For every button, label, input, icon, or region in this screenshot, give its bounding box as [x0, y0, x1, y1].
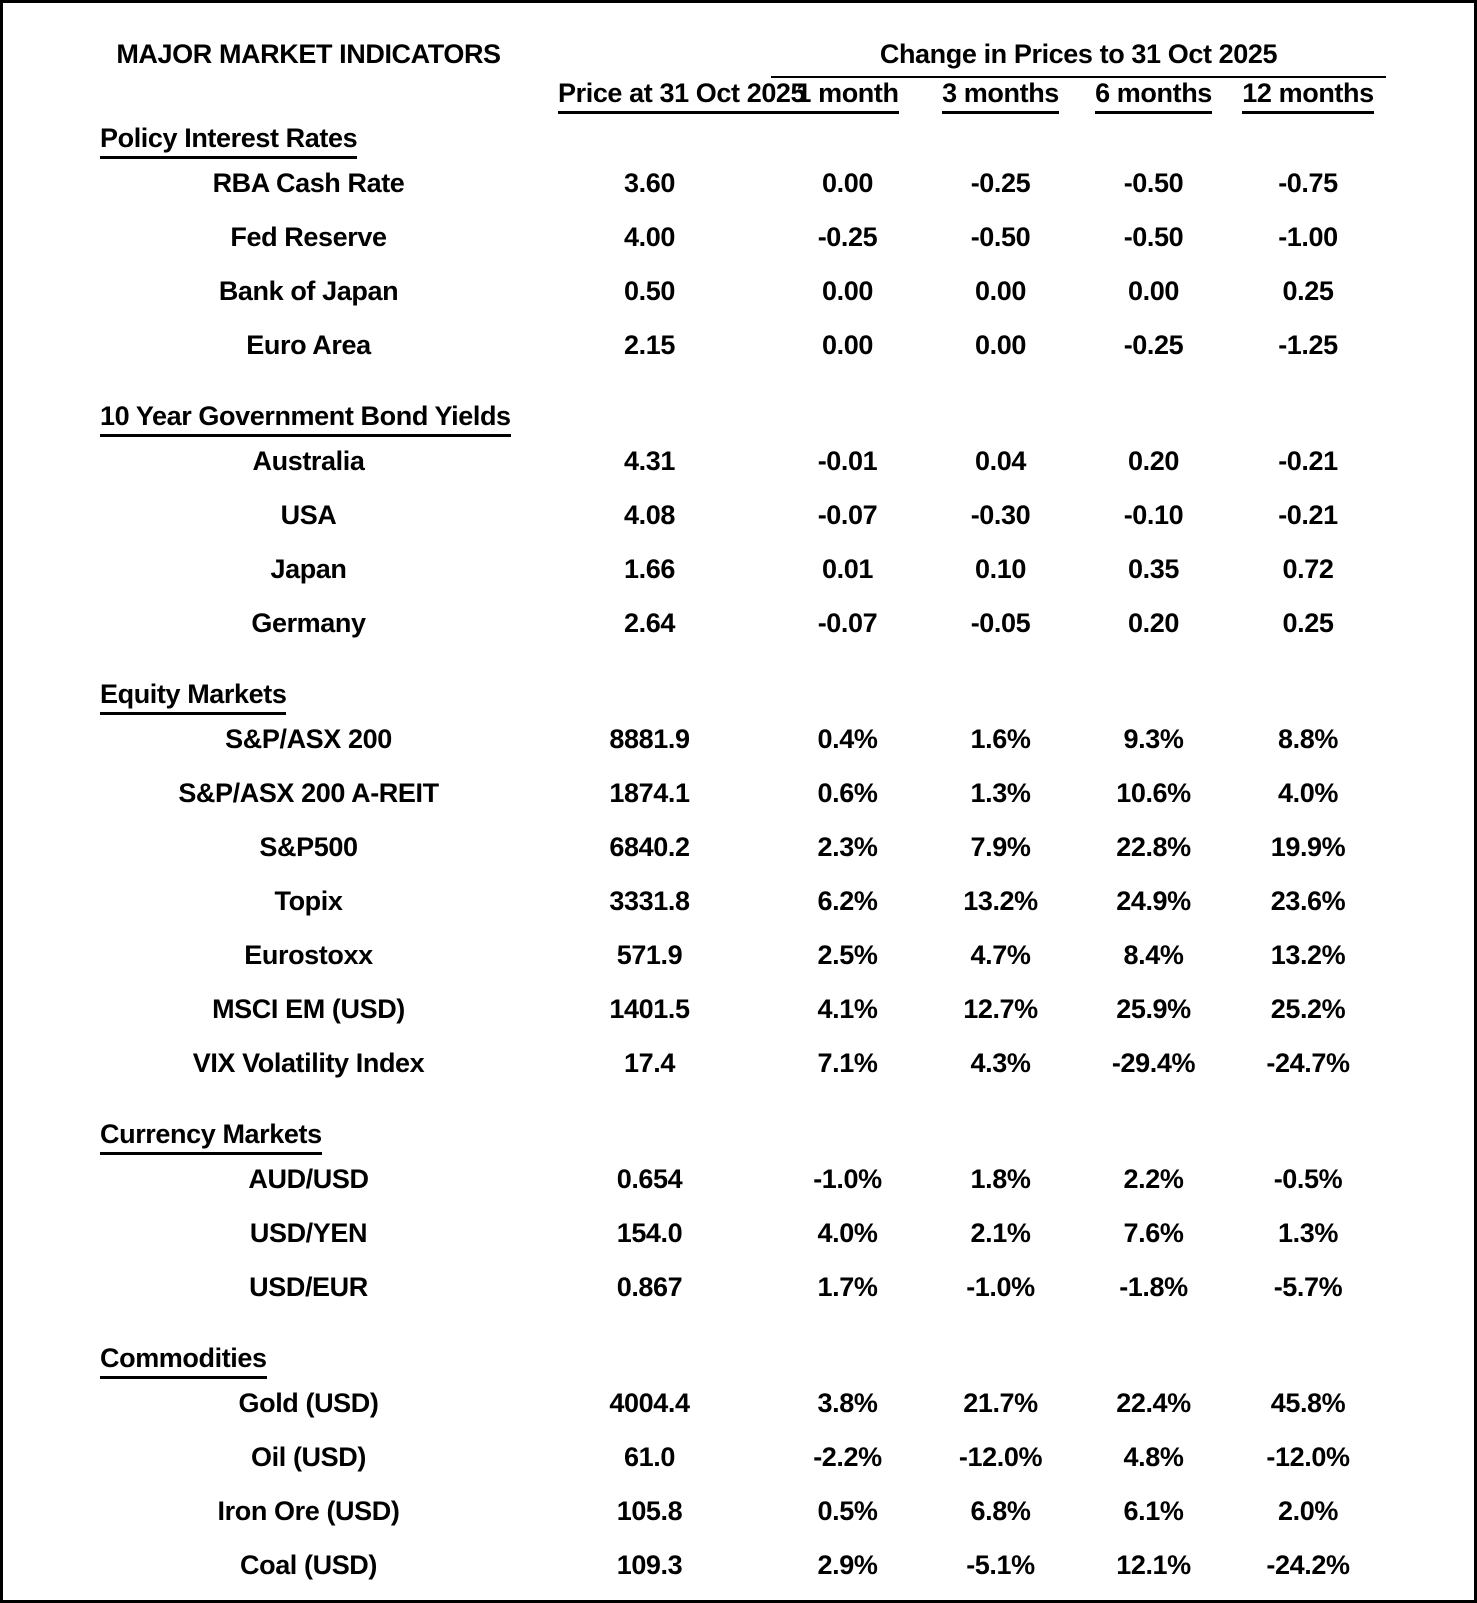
row-label: VIX Volatility Index	[192, 1047, 425, 1078]
change-6-months-cell: 0.00	[1128, 275, 1179, 306]
table-row	[3, 928, 1474, 982]
row-label: Topix	[274, 885, 343, 916]
row-label: Euro Area	[246, 329, 371, 360]
table-section	[3, 679, 1474, 1090]
change-3-months-cell: 12.7%	[963, 993, 1038, 1024]
change-12-months-cell: -1.00	[1278, 221, 1338, 252]
row-label: Oil (USD)	[251, 1441, 366, 1472]
price-cell: 4.08	[624, 499, 675, 530]
change-1-month-cell: 0.6%	[817, 777, 878, 808]
change-3-months-cell: 7.9%	[970, 831, 1031, 862]
change-12-months-cell: 2.0%	[1278, 1495, 1338, 1526]
price-cell: 105.8	[616, 1495, 683, 1526]
row-label: RBA Cash Rate	[212, 167, 405, 198]
change-6-months-cell: -0.50	[1123, 167, 1184, 198]
change-3-months-cell: 4.3%	[970, 1047, 1031, 1078]
column-header-1-month	[771, 78, 924, 114]
table-section	[3, 1343, 1474, 1592]
change-12-months-cell: -1.25	[1278, 329, 1338, 360]
change-12-months-cell: -24.7%	[1266, 1047, 1350, 1078]
section-title-text: Policy Interest Rates	[100, 123, 357, 159]
change-6-months-cell: -0.50	[1123, 221, 1184, 252]
price-cell: 4.31	[624, 445, 675, 476]
price-cell: 4.00	[624, 221, 675, 252]
change-3-months-cell: 0.00	[975, 329, 1026, 360]
table-row	[3, 488, 1474, 542]
change-1-month-cell: 0.00	[822, 167, 873, 198]
section-title	[3, 1343, 1474, 1376]
row-label: S&P500	[259, 831, 358, 862]
change-1-month-cell: 2.9%	[817, 1549, 878, 1580]
column-header-6-months-text: 6 months	[1095, 78, 1212, 114]
table-header-columns	[3, 78, 1474, 112]
change-1-month-cell: -0.25	[817, 221, 878, 252]
row-label: Gold (USD)	[238, 1387, 379, 1418]
table-row	[3, 1430, 1474, 1484]
change-3-months-cell: 1.6%	[970, 723, 1031, 754]
change-12-months-cell: 23.6%	[1270, 885, 1346, 916]
column-header-12-months	[1230, 78, 1386, 114]
change-1-month-cell: 2.3%	[817, 831, 878, 862]
price-cell: 2.15	[624, 329, 675, 360]
change-1-month-cell: -0.01	[817, 445, 878, 476]
row-label: S&P/ASX 200 A-REIT	[178, 777, 439, 808]
table-header-top	[3, 3, 1474, 78]
row-label: AUD/USD	[248, 1163, 369, 1194]
price-cell: 0.867	[616, 1271, 683, 1302]
price-cell: 2.64	[624, 607, 675, 638]
table-row	[3, 1206, 1474, 1260]
change-3-months-cell: 1.8%	[970, 1163, 1031, 1194]
change-12-months-cell: -0.21	[1278, 499, 1338, 530]
table-row	[3, 820, 1474, 874]
row-label: Iron Ore (USD)	[217, 1495, 400, 1526]
change-1-month-cell: 4.1%	[817, 993, 878, 1024]
change-6-months-cell: -0.25	[1123, 329, 1184, 360]
change-6-months-cell: 24.9%	[1116, 885, 1191, 916]
change-12-months-cell: -12.0%	[1266, 1441, 1350, 1472]
change-3-months-cell: -12.0%	[958, 1441, 1043, 1472]
column-header-3-months	[924, 78, 1077, 114]
change-6-months-cell: -29.4%	[1111, 1047, 1196, 1078]
table-row	[3, 156, 1474, 210]
change-6-months-cell: 22.8%	[1116, 831, 1191, 862]
table-row	[3, 1260, 1474, 1314]
change-6-months-cell: 9.3%	[1123, 723, 1184, 754]
price-cell: 3.60	[624, 167, 675, 198]
change-3-months-cell: 2.1%	[970, 1217, 1031, 1248]
change-1-month-cell: 0.00	[822, 275, 873, 306]
change-3-months-cell: 13.2%	[963, 885, 1038, 916]
row-label: USA	[280, 499, 337, 530]
change-12-months-cell: -24.2%	[1266, 1549, 1350, 1580]
table-row	[3, 210, 1474, 264]
change-1-month-cell: 0.5%	[817, 1495, 878, 1526]
change-6-months-cell: 4.8%	[1123, 1441, 1184, 1472]
change-1-month-cell: 3.8%	[817, 1387, 878, 1418]
table-row	[3, 596, 1474, 650]
column-header-6-months	[1077, 78, 1230, 114]
row-label: Eurostoxx	[244, 939, 373, 970]
change-1-month-cell: 1.7%	[817, 1271, 878, 1302]
table-row	[3, 712, 1474, 766]
page-title: MAJOR MARKET INDICATORS	[116, 39, 501, 69]
indicators-table	[3, 3, 1474, 1592]
row-label: Coal (USD)	[240, 1549, 377, 1580]
row-label: S&P/ASX 200	[225, 723, 392, 754]
table-row	[3, 1484, 1474, 1538]
change-12-months-cell: 13.2%	[1270, 939, 1346, 970]
change-3-months-cell: -0.05	[970, 607, 1031, 638]
price-cell: 6840.2	[609, 831, 690, 862]
price-cell: 1401.5	[609, 993, 690, 1024]
change-1-month-cell: -2.2%	[813, 1441, 882, 1472]
change-1-month-cell: -0.07	[817, 607, 878, 638]
change-12-months-cell: 19.9%	[1270, 831, 1346, 862]
section-title	[3, 679, 1474, 712]
section-title	[3, 123, 1474, 156]
table-row	[3, 1036, 1474, 1090]
table-section	[3, 401, 1474, 650]
change-6-months-cell: 7.6%	[1123, 1217, 1184, 1248]
row-label: MSCI EM (USD)	[212, 993, 405, 1024]
change-6-months-cell: 8.4%	[1123, 939, 1184, 970]
change-6-months-cell: 12.1%	[1116, 1549, 1191, 1580]
price-cell: 0.654	[616, 1163, 683, 1194]
section-title-text: Commodities	[100, 1343, 267, 1379]
table-row	[3, 874, 1474, 928]
table-row	[3, 982, 1474, 1036]
table-row	[3, 1152, 1474, 1206]
column-header-price-text: Price at 31 Oct 2025	[558, 78, 805, 114]
change-3-months-cell: 4.7%	[970, 939, 1031, 970]
row-label: Japan	[270, 553, 347, 584]
change-12-months-cell: -0.21	[1278, 445, 1338, 476]
column-header-1-month-text: 1 month	[796, 78, 898, 114]
change-1-month-cell: -1.0%	[813, 1163, 882, 1194]
change-12-months-cell: 25.2%	[1270, 993, 1346, 1024]
change-1-month-cell: -0.07	[817, 499, 878, 530]
change-12-months-cell: -5.7%	[1273, 1271, 1343, 1302]
change-1-month-cell: 7.1%	[817, 1047, 878, 1078]
change-3-months-cell: 0.00	[975, 275, 1026, 306]
table-row	[3, 318, 1474, 372]
price-cell: 1.66	[624, 553, 675, 584]
change-1-month-cell: 6.2%	[817, 885, 878, 916]
change-3-months-cell: 0.10	[975, 553, 1026, 584]
change-3-months-cell: -5.1%	[966, 1549, 1035, 1580]
section-title-text: Equity Markets	[100, 679, 286, 715]
price-cell: 109.3	[616, 1549, 683, 1580]
column-header-12-months-text: 12 months	[1242, 78, 1373, 114]
change-6-months-cell: 25.9%	[1116, 993, 1191, 1024]
change-1-month-cell: 4.0%	[817, 1217, 878, 1248]
change-3-months-cell: 6.8%	[970, 1495, 1031, 1526]
price-cell: 3331.8	[609, 885, 690, 916]
section-title	[3, 1119, 1474, 1152]
row-label: Bank of Japan	[218, 275, 399, 306]
change-1-month-cell: 2.5%	[817, 939, 878, 970]
change-6-months-cell: -1.8%	[1119, 1271, 1188, 1302]
section-title-text: 10 Year Government Bond Yields	[100, 401, 511, 437]
table-row	[3, 542, 1474, 596]
change-6-months-cell: 0.20	[1128, 445, 1179, 476]
change-6-months-cell: -0.10	[1123, 499, 1184, 530]
change-1-month-cell: 0.4%	[817, 723, 878, 754]
change-6-months-cell: 10.6%	[1116, 777, 1191, 808]
change-3-months-cell: 21.7%	[963, 1387, 1038, 1418]
column-header-3-months-text: 3 months	[942, 78, 1059, 114]
change-6-months-cell: 22.4%	[1116, 1387, 1191, 1418]
column-header-price	[558, 78, 806, 114]
price-cell: 571.9	[616, 939, 683, 970]
row-label: Australia	[252, 445, 365, 476]
row-label: USD/YEN	[249, 1217, 368, 1248]
change-12-months-cell: 4.0%	[1278, 777, 1338, 808]
change-group-header: Change in Prices to 31 Oct 2025	[771, 39, 1386, 78]
price-cell: 4004.4	[609, 1387, 690, 1418]
change-12-months-cell: 0.25	[1282, 275, 1334, 306]
section-title	[3, 401, 1474, 434]
change-12-months-cell: 0.25	[1282, 607, 1334, 638]
change-1-month-cell: 0.00	[822, 329, 873, 360]
change-6-months-cell: 2.2%	[1123, 1163, 1184, 1194]
change-3-months-cell: -0.25	[970, 167, 1031, 198]
change-3-months-cell: 0.04	[975, 445, 1026, 476]
section-title-text: Currency Markets	[100, 1119, 322, 1155]
price-cell: 154.0	[616, 1217, 683, 1248]
change-12-months-cell: 8.8%	[1278, 723, 1338, 754]
table-row	[3, 1538, 1474, 1592]
row-label: Germany	[251, 607, 366, 638]
price-cell: 0.50	[624, 275, 675, 306]
change-3-months-cell: 1.3%	[970, 777, 1031, 808]
change-6-months-cell: 6.1%	[1123, 1495, 1184, 1526]
price-cell: 17.4	[624, 1047, 675, 1078]
change-3-months-cell: -1.0%	[966, 1271, 1035, 1302]
row-label: USD/EUR	[249, 1271, 368, 1302]
price-cell: 61.0	[624, 1441, 675, 1472]
change-6-months-cell: 0.20	[1128, 607, 1179, 638]
table-section	[3, 123, 1474, 372]
table-row	[3, 264, 1474, 318]
table-body	[3, 123, 1474, 1592]
table-row	[3, 434, 1474, 488]
table-row	[3, 1376, 1474, 1430]
change-12-months-cell: -0.5%	[1273, 1163, 1343, 1194]
change-6-months-cell: 0.35	[1128, 553, 1179, 584]
change-12-months-cell: 0.72	[1282, 553, 1334, 584]
change-12-months-cell: -0.75	[1278, 167, 1338, 198]
price-cell: 8881.9	[609, 723, 690, 754]
row-label: Fed Reserve	[230, 221, 387, 252]
table-row	[3, 766, 1474, 820]
table-section	[3, 1119, 1474, 1314]
change-3-months-cell: -0.50	[970, 221, 1031, 252]
change-1-month-cell: 0.01	[822, 553, 873, 584]
change-12-months-cell: 45.8%	[1270, 1387, 1346, 1418]
change-3-months-cell: -0.30	[970, 499, 1031, 530]
price-cell: 1874.1	[609, 777, 690, 808]
change-12-months-cell: 1.3%	[1278, 1217, 1338, 1248]
